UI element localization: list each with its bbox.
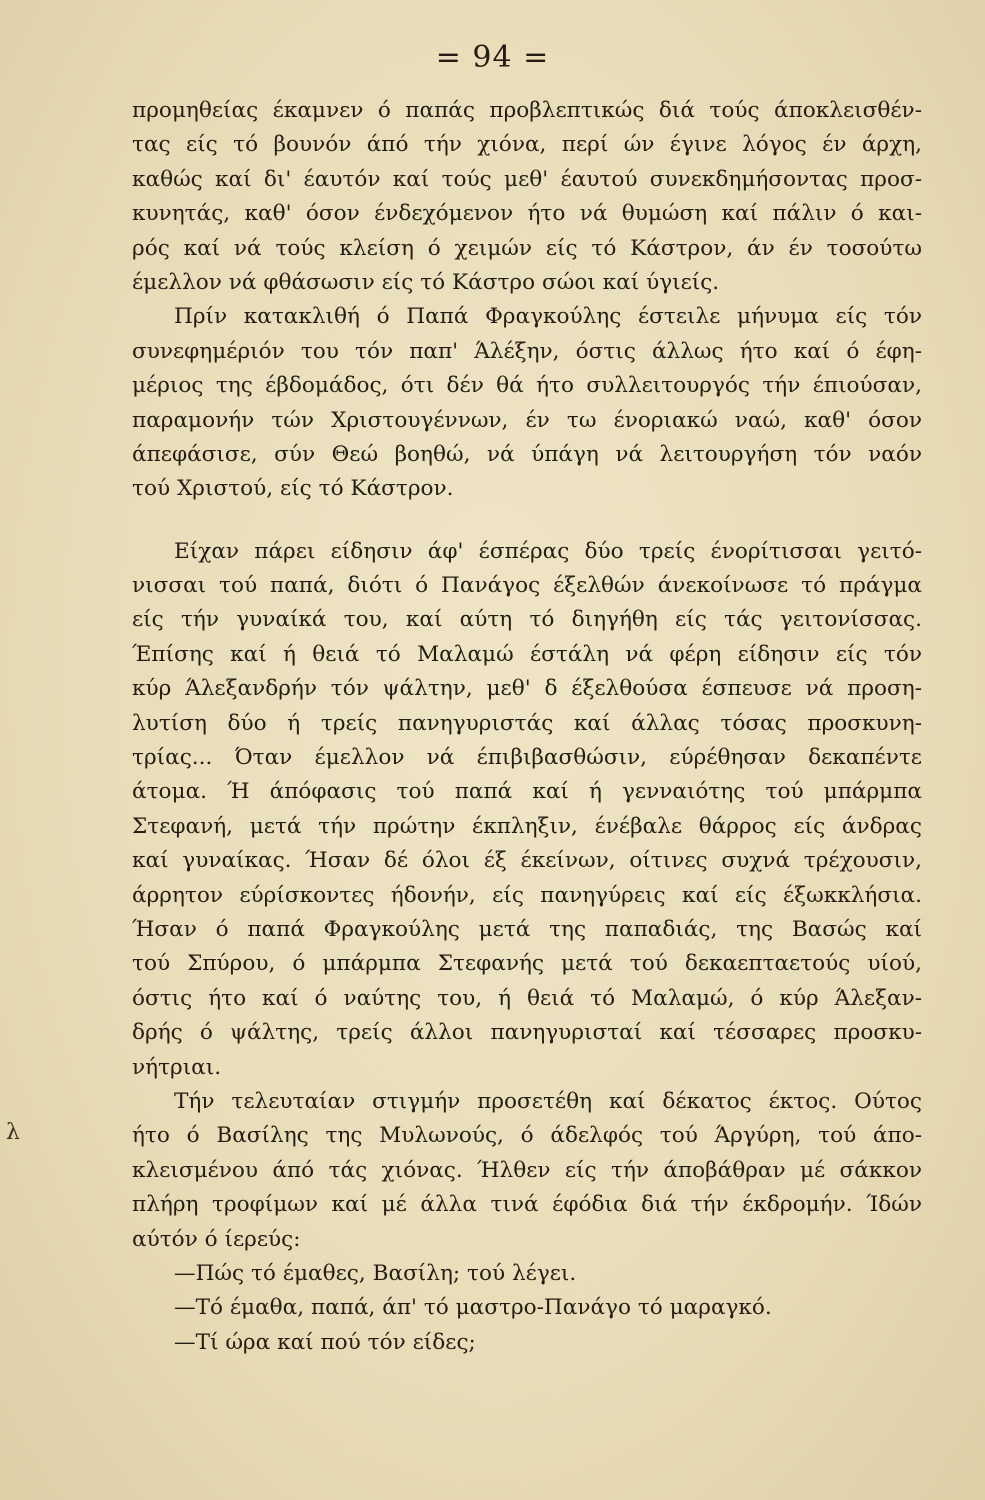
text-line: καί γυναίκας. Ήσαν δέ όλοι έξ έκείνων, οίτινες συχνά τρέχουσιν,: [132, 848, 922, 874]
text-line: έμελλον νά φθάσωσιν είς τό Κάστρο σώοι καί ύγιείς.: [132, 269, 720, 295]
body-text: [132, 94, 922, 1360]
text-line: ήτο ό Βασίλης της Μυλωνούς, ό άδελφός τού Άργύρη, τού άπο-: [132, 1123, 922, 1149]
text-line: —Τό έμαθα, παπά, άπ' τό μαστρο-Πανάγο τό μαραγκό.: [174, 1295, 772, 1321]
dialogue-line: [132, 1326, 922, 1360]
paragraph: [132, 94, 922, 300]
text-line: όστις ήτο καί ό ναύτης του, ή θειά τό Μαλαμώ, ό κύρ Άλεξαν-: [132, 985, 922, 1011]
text-line: ρός καί νά τούς κλείση ό χειμών είς τό Κάστρον, άν έν τοσούτω: [132, 235, 922, 261]
text-line: αύτόν ό ίερεύς:: [132, 1226, 301, 1252]
text-line: νισσαι τού παπά, διότι ό Πανάγος έξελθών άνεκοίνωσε τό πράγμα: [132, 573, 922, 599]
text-line: Ήσαν ό παπά Φραγκούλης μετά της παπαδιάς, της Βασώς καί: [132, 916, 922, 942]
text-line: λυτίση δύο ή τρείς πανηγυριστάς καί άλλας τόσας προσκυνη-: [132, 710, 922, 736]
text-line: νήτριαι.: [132, 1054, 222, 1080]
text-line: Είχαν πάρει είδησιν άφ' έσπέρας δύο τρείς ένορίτισσαι γειτό-: [174, 538, 922, 564]
text-line: είς τήν γυναίκά του, καί αύτη τό διηγήθη είς τάς γειτονίσσας.: [132, 607, 922, 633]
text-line: δρής ό ψάλτης, τρείς άλλοι πανηγυρισταί καί τέσσαρες προσκυ-: [132, 1020, 922, 1046]
text-line: Στεφανή, μετά τήν πρώτην έκπληξιν, ένέβαλε θάρρος είς άνδρας: [132, 813, 922, 839]
text-line: Τήν τελευταίαν στιγμήν προσετέθη καί δέκατος έκτος. Ούτος: [174, 1088, 922, 1114]
text-line: Έπίσης καί ή θειά τό Μαλαμώ έστάλη νά φέρη είδησιν είς τόν: [132, 641, 922, 667]
text-line: —Πώς τό έμαθες, Βασίλη; τού λέγει.: [174, 1260, 577, 1286]
text-line: Πρίν κατακλιθή ό Παπά Φραγκούλης έστειλε μήνυμα είς τόν: [174, 304, 922, 330]
paragraph: [132, 535, 922, 1085]
text-line: τού Χριστού, είς τό Κάστρον.: [132, 476, 454, 502]
text-line: άρρητον εύρίσκοντες ήδονήν, είς πανηγύρεις καί είς έξωκκλήσια.: [132, 882, 922, 908]
margin-mark: λ: [6, 1120, 20, 1145]
text-line: καθώς καί δι' έαυτόν καί τούς μεθ' έαυτού συνεκδημήσοντας προσ-: [132, 166, 922, 192]
text-line: —Τί ώρα καί πού τόν είδες;: [174, 1329, 476, 1355]
text-line: άπεφάσισε, σύν Θεώ βοηθώ, νά ύπάγη νά λειτουργήση τόν ναόν: [132, 441, 922, 467]
text-line: προμηθείας έκαμνεν ό παπάς προβλεπτικώς διά τούς άποκλεισθέν-: [132, 98, 922, 123]
paragraph: [132, 1085, 922, 1257]
dialogue-line: [132, 1291, 922, 1325]
text-line: συνεφημέριόν του τόν παπ' Άλέξην, όστις άλλως ήτο καί ό έφη-: [132, 338, 922, 364]
text-line: μέριος της έβδομάδος, ότι δέν θά ήτο συλλειτουργός τήν έπιούσαν,: [132, 373, 922, 399]
text-line: τού Σπύρου, ό μπάρμπα Στεφανής μετά τού δεκαεπταετούς υίού,: [132, 951, 922, 977]
paragraph: [132, 300, 922, 506]
paragraph-gap: [132, 507, 922, 535]
text-line: πλήρη τροφίμων καί μέ άλλα τινά έφόδια διά τήν έκδρομήν. Ίδών: [132, 1192, 922, 1218]
text-line: άτομα. Ή άπόφασις τού παπά καί ή γενναιότης τού μπάρμπα: [132, 779, 922, 805]
text-line: τας είς τό βουνόν άπό τήν χιόνα, περί ών έγινε λόγος έν άρχη,: [132, 132, 922, 158]
text-line: κύρ Άλεξανδρήν τόν ψάλτην, μεθ' δ έξελθούσα έσπευσε νά προση-: [132, 676, 922, 702]
text-line: κλεισμένου άπό τάς χιόνας. Ήλθεν είς τήν άποβάθραν μέ σάκκον: [132, 1157, 922, 1183]
text-line: παραμονήν τών Χριστουγέννων, έν τω ένοριακώ ναώ, καθ' όσον: [132, 407, 922, 433]
dialogue-line: [132, 1257, 922, 1291]
text-line: τρίας... Όταν έμελλον νά έπιβιβασθώσιν, εύρέθησαν δεκαπέντε: [132, 745, 922, 771]
page-number: = 94 =: [435, 40, 550, 75]
text-line: κυνητάς, καθ' όσον ένδεχόμενον ήτο νά θυμώση καί πάλιν ό και-: [132, 201, 922, 227]
